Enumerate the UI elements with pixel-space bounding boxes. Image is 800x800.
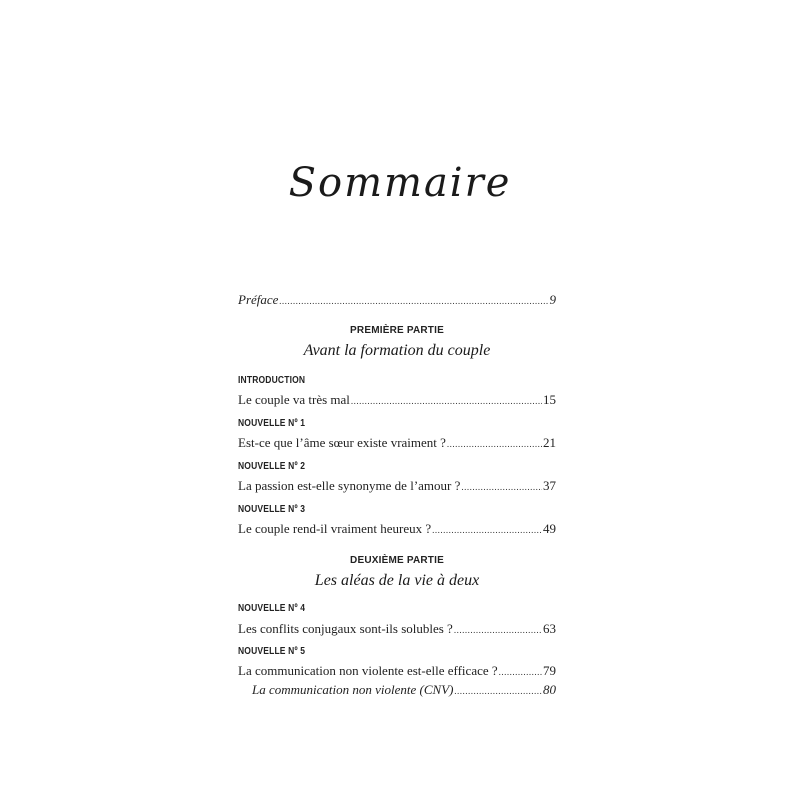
toc-entry[interactable] — [238, 521, 556, 538]
part-title: Avant la formation du couple — [303, 342, 491, 359]
toc-entry-page: 79 — [543, 663, 556, 678]
toc-entry-page: 37 — [543, 478, 556, 493]
dot-leader — [279, 293, 548, 309]
toc-entry-page: 49 — [543, 521, 556, 536]
toc-entry-page: 9 — [549, 292, 556, 307]
toc-subentry[interactable] — [252, 682, 556, 699]
toc-entry-page: 80 — [543, 682, 556, 697]
toc-entry[interactable] — [238, 392, 556, 409]
toc-entry-page: 63 — [543, 621, 556, 636]
toc-entry-preface[interactable] — [238, 292, 556, 309]
dot-leader — [447, 436, 542, 452]
toc-entry[interactable] — [238, 435, 556, 452]
dot-leader — [461, 479, 542, 495]
toc-entry-title: Le couple va très mal — [238, 392, 350, 407]
section-label: INTRODUCTION — [238, 375, 306, 386]
dot-leader — [499, 664, 542, 680]
section-label: NOUVELLE Nº 2 — [238, 461, 306, 472]
page-title: Sommaire — [288, 160, 512, 206]
toc-entry-title: Le couple rend-il vraiment heureux ? — [238, 521, 432, 536]
toc-entry[interactable] — [238, 621, 556, 638]
toc-entry-title: Les conflits conjugaux sont-ils solubles ? — [238, 621, 453, 636]
toc-entry-title: Préface — [238, 292, 279, 307]
part-label: DEUXIÈME PARTIE — [350, 555, 444, 566]
dot-leader — [454, 622, 542, 638]
toc-entry[interactable] — [238, 478, 556, 495]
dot-leader — [351, 393, 542, 409]
toc-entry-title: La communication non violente est-elle efficace ? — [238, 663, 498, 678]
toc-entry-page: 21 — [543, 435, 556, 450]
dot-leader — [432, 522, 542, 538]
dot-leader — [454, 683, 542, 699]
toc-entry-page: 15 — [543, 392, 556, 407]
toc-entry-title: La passion est-elle synonyme de l’amour ? — [238, 478, 461, 493]
section-label: NOUVELLE Nº 1 — [238, 418, 306, 429]
section-label: NOUVELLE Nº 3 — [238, 504, 306, 515]
section-label: NOUVELLE Nº 5 — [238, 646, 306, 657]
toc-entry-title: Est-ce que l’âme sœur existe vraiment ? — [238, 435, 446, 450]
toc-entry-title: La communication non violente (CNV) — [252, 682, 454, 697]
part-title: Les aléas de la vie à deux — [314, 572, 480, 589]
toc-entry[interactable] — [238, 663, 556, 680]
part-label: PREMIÈRE PARTIE — [350, 325, 444, 336]
section-label: NOUVELLE Nº 4 — [238, 603, 306, 614]
